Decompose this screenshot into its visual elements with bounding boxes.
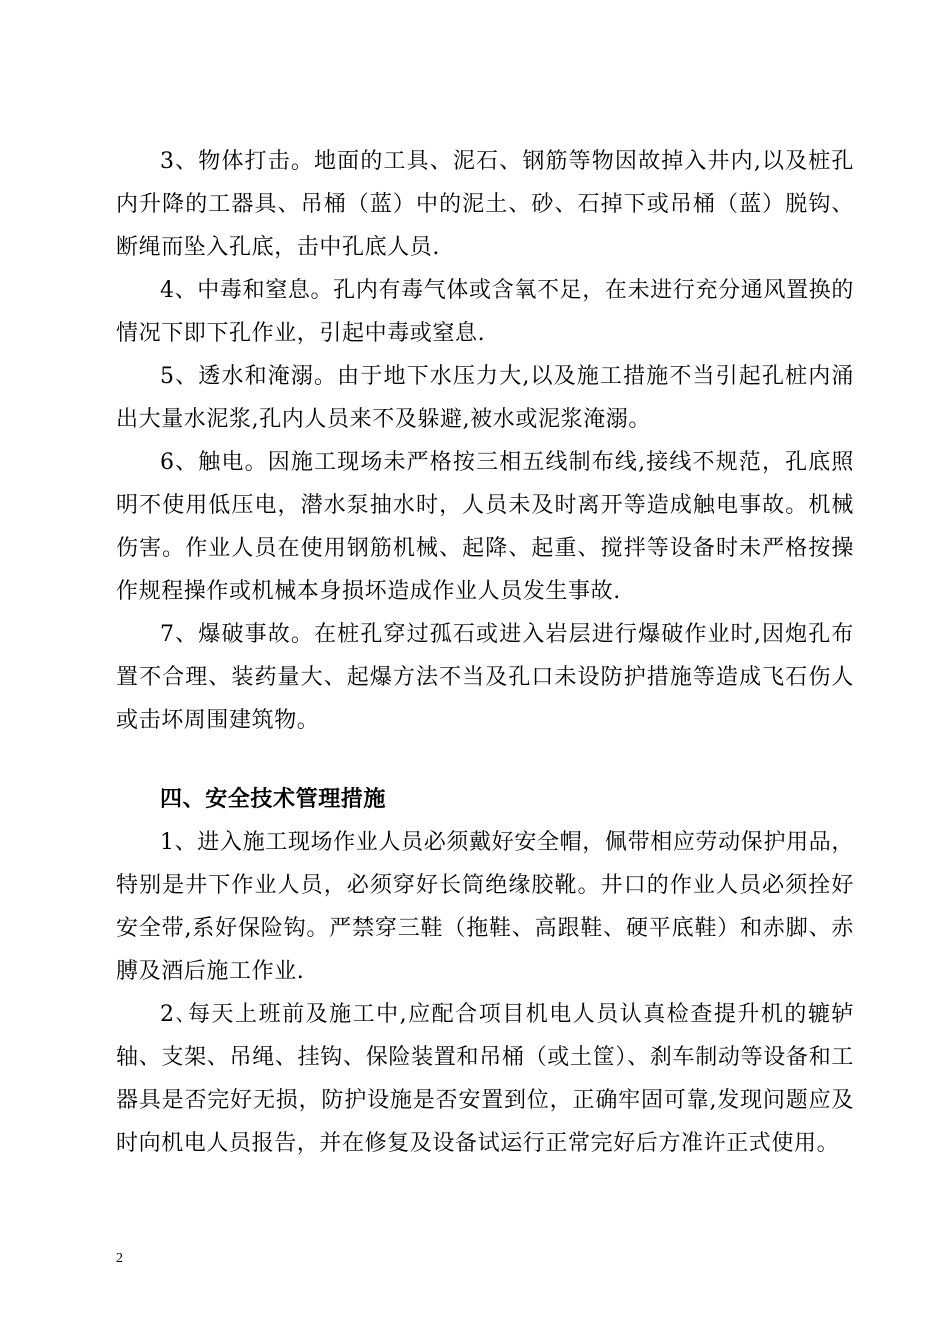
section-spacer	[116, 742, 854, 778]
paragraph-protective-equipment: 1、进入施工现场作业人员必须戴好安全帽，佩带相应劳动保护用品，特别是井下作业人员，必须穿好长筒绝缘胶靴。井口的作业人员必须拴好安全带,系好保险钩。严禁穿三鞋（拖鞋、高跟鞋、硬平底鞋）和赤脚、赤膊及酒后施工作业.	[116, 830, 854, 984]
paragraph-electric-shock: 6、触电。因施工现场未严格按三相五线制布线,接线不规范，孔底照明不使用低压电，潜水泵抽水时，人员未及时离开等造成触电事故。机械伤害。作业人员在使用钢筋机械、起降、起重、搅拌等设备时未严格按操作规程操作或机械本身损坏造成作业人员发生事故.	[116, 450, 854, 604]
page-number: 2	[116, 1251, 123, 1266]
paragraph-poisoning-suffocation: 4、中毒和窒息。孔内有毒气体或含氧不足，在未进行充分通风置换的情况下即下孔作业，引起中毒或窒息.	[116, 278, 854, 346]
paragraph-equipment-inspection: 2､每天上班前及施工中,应配合项目机电人员认真检查提升机的辘轳轴、支架、吊绳、挂钩、保险装置和吊桶（或土筐）、刹车制动等设备和工器具是否完好无损，防护设施是否安置到位，正确牢固可靠,发现问题应及时向机电人员报告，并在修复及设备试运行正常完好后方准许正式使用。	[116, 1002, 854, 1156]
paragraph-flooding-drowning: 5、透水和淹溺。由于地下水压力大,以及施工措施不当引起孔桩内涌出大量水泥浆,孔内人员来不及躲避,被水或泥浆淹溺。	[116, 364, 854, 432]
section-heading: 四、安全技术管理措施	[160, 787, 387, 812]
page-content	[116, 140, 854, 1165]
paragraph-blasting-accident: 7、爆破事故。在桩孔穿过孤石或进入岩层进行爆破作业时,因炮孔布置不合理、装药量大、起爆方法不当及孔口未设防护措施等造成飞石伤人或击坏周围建筑物。	[116, 622, 854, 733]
paragraph-object-strike: 3、物体打击。地面的工具、泥石、钢筋等物因故掉入井内,以及桩孔内升降的工器具、吊桶（蓝）中的泥土、砂、石掉下或吊桶（蓝）脱钩、断绳而坠入孔底，击中孔底人员.	[116, 149, 854, 260]
